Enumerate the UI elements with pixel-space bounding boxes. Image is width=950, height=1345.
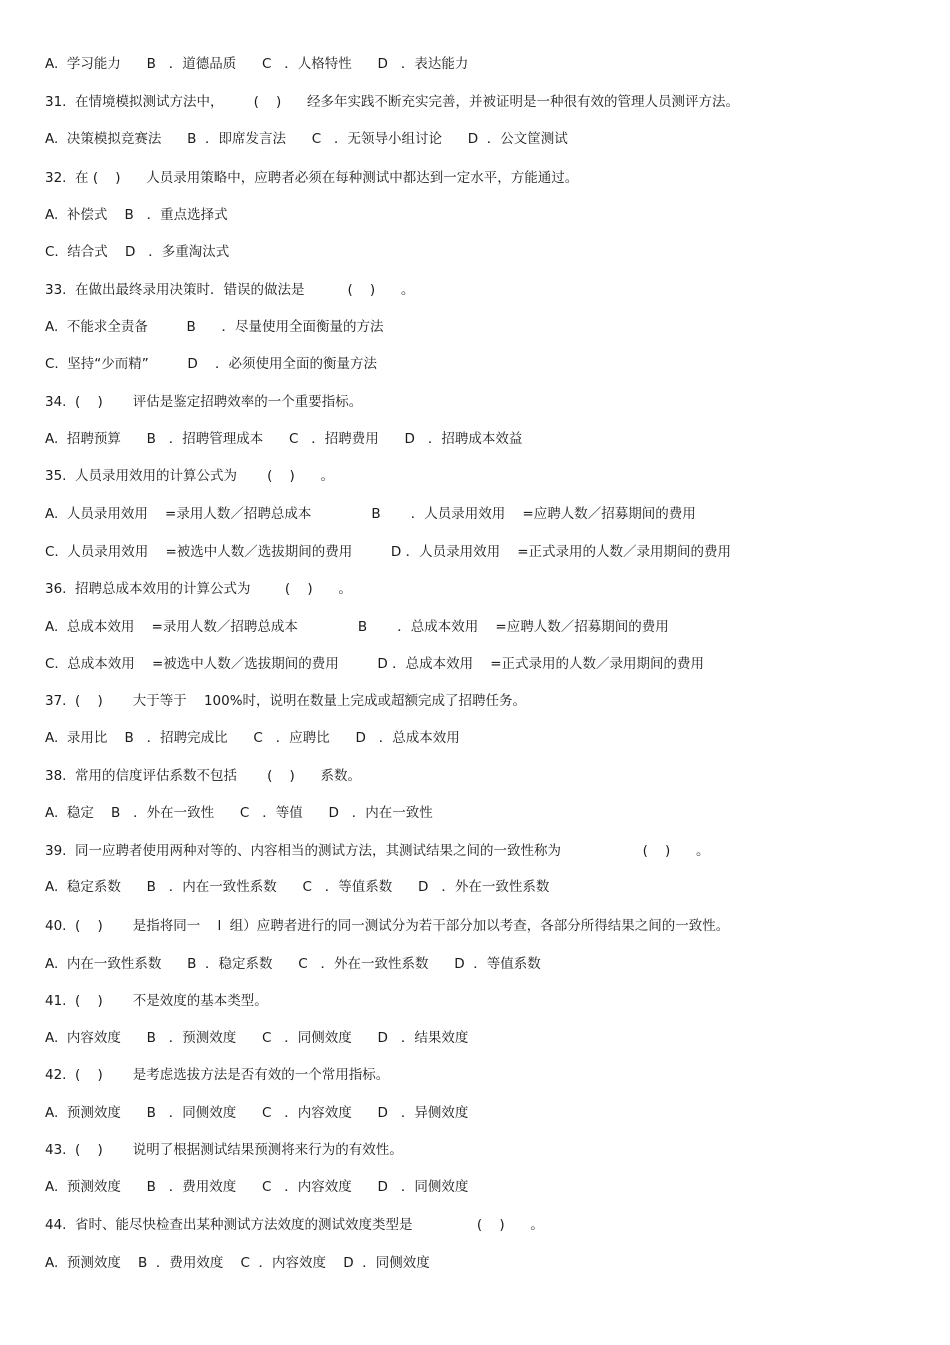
options-line: A. 稳定系数 B ．内在一致性系数 C ．等值系数 D ．外在一致性系数 <box>45 879 550 895</box>
options-line: A. 学习能力 B ．道德品质 C ．人格特性 D ．表达能力 <box>45 56 469 72</box>
options-line: C. 坚持“少而精” D ．必须使用全面的衡量方法 <box>45 356 377 372</box>
options-line: C. 人员录用效用 =被选中人数／选拔期间的费用 D ．人员录用效用 =正式录用的人数／录用期间的费用 <box>45 544 732 560</box>
options-line: A. 总成本效用 =录用人数／招聘总成本 B ．总成本效用 =应聘人数／招募期间的费用 <box>45 619 669 635</box>
options-line: A. 预测效度 B ．费用效度 C ．内容效度 D ．同侧效度 <box>45 1179 469 1195</box>
question-39: 39. 同一应聘者使用两种对等的、内容相当的测试方法，其测试结果之间的一致性称为 ( ) 。 <box>45 843 710 859</box>
question-42: 42. ( ) 是考虑选拔方法是否有效的一个常用指标。 <box>45 1067 390 1083</box>
options-line: A. 补偿式 B ．重点选择式 <box>45 207 228 223</box>
options-line: A. 内在一致性系数 B ．稳定系数 C ．外在一致性系数 D ．等值系数 <box>45 956 541 972</box>
question-34: 34. ( ) 评估是鉴定招聘效率的一个重要指标。 <box>45 394 363 410</box>
question-40: 40. ( ) 是指将同一 l 组）应聘者进行的同一测试分为若干部分加以考查，各部分所得结果之间的一致性。 <box>45 918 730 934</box>
options-line: A. 内容效度 B ．预测效度 C ．同侧效度 D ．结果效度 <box>45 1030 469 1046</box>
options-line: A. 招聘预算 B ．招聘管理成本 C ．招聘费用 D ．招聘成本效益 <box>45 431 523 447</box>
options-line: A. 不能求全责备 B ．尽量使用全面衡量的方法 <box>45 319 384 335</box>
question-31: 31. 在情境模拟测试方法中， ( ) 经多年实践不断充实完善，并被证明是一种很有效的管理人员测评方法。 <box>45 94 740 110</box>
options-line: A. 人员录用效用 =录用人数／招聘总成本 B ．人员录用效用 =应聘人数／招募期间的费用 <box>45 506 696 522</box>
options-line: A. 预测效度 B ．费用效度 C ．内容效度 D ．同侧效度 <box>45 1255 430 1271</box>
options-line: C. 结合式 D ．多重淘汰式 <box>45 244 230 260</box>
options-line: A. 预测效度 B ．同侧效度 C ．内容效度 D ．异侧效度 <box>45 1105 469 1121</box>
question-38: 38. 常用的信度评估系数不包括 ( ) 系数。 <box>45 768 362 784</box>
question-43: 43. ( ) 说明了根据测试结果预测将来行为的有效性。 <box>45 1142 403 1158</box>
question-41: 41. ( ) 不是效度的基本类型。 <box>45 993 268 1009</box>
options-line: A. 决策模拟竞赛法 B ．即席发言法 C ．无领导小组讨论 D ．公文筐测试 <box>45 131 568 147</box>
question-36: 36. 招聘总成本效用的计算公式为 ( ) 。 <box>45 581 352 597</box>
options-line: A. 稳定 B ．外在一致性 C ．等值 D ．内在一致性 <box>45 805 433 821</box>
question-35: 35. 人员录用效用的计算公式为 ( ) 。 <box>45 468 335 484</box>
options-line: A. 录用比 B ．招聘完成比 C ．应聘比 D ．总成本效用 <box>45 730 460 746</box>
options-line: C. 总成本效用 =被选中人数／选拔期间的费用 D ．总成本效用 =正式录用的人数／录用期间的费用 <box>45 656 705 672</box>
question-32: 32. 在 ( ) 人员录用策略中，应聘者必须在每种测试中都达到一定水平，方能通过。 <box>45 170 579 186</box>
question-37: 37. ( ) 大于等于 100%时，说明在数量上完成或超额完成了招聘任务。 <box>45 693 527 709</box>
question-44: 44. 省时、能尽快检查出某种测试方法效度的测试效度类型是 ( ) 。 <box>45 1217 544 1233</box>
question-33: 33. 在做出最终录用决策时．错误的做法是 ( ) 。 <box>45 282 415 298</box>
